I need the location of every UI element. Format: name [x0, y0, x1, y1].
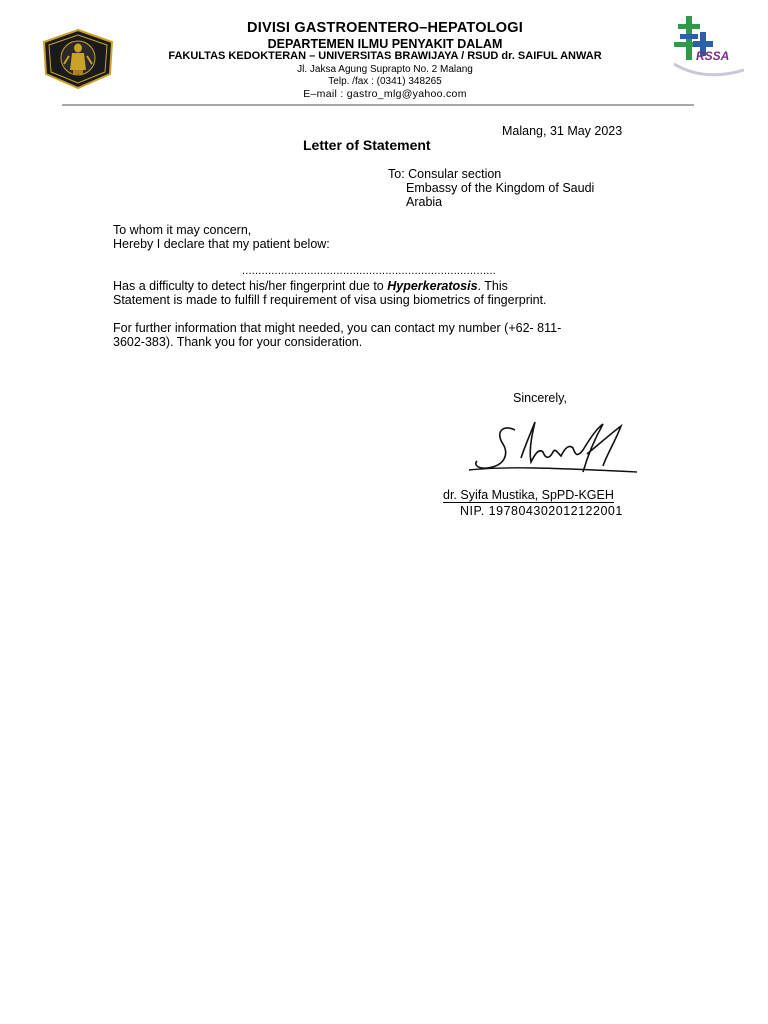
signature [465, 418, 650, 486]
body-paragraph-1-cont: Statement is made to fulfill f requirement of visa using biometrics of fingerprint. [113, 293, 547, 307]
rssa-logo-text: RSSA [696, 49, 730, 63]
email-line: E–mail : gastro_mlg@yahoo.com [303, 88, 467, 100]
body-paragraph-1 [113, 279, 508, 294]
recipient-line-3: Arabia [406, 195, 443, 209]
address-line: Jl. Jaksa Agung Suprapto No. 2 Malang [297, 64, 473, 75]
patient-name-blank: .............................................................................. [242, 265, 496, 277]
letter-date: Malang, 31 May 2023 [502, 124, 623, 138]
recipient-line-1: To: Consular section [388, 167, 502, 181]
closing: Sincerely, [513, 391, 567, 405]
body-paragraph-2-cont: 3602-383). Thank you for your consideration. [113, 335, 363, 349]
phone-line: Telp. /fax : (0341) 348265 [328, 76, 442, 87]
body-text-post: . This [477, 279, 508, 293]
department-heading: DEPARTEMEN ILMU PENYAKIT DALAM [267, 37, 503, 51]
salutation: To whom it may concern, [113, 223, 252, 237]
signer-name: dr. Syifa Mustika, SpPD-KGEH [443, 488, 614, 502]
recipient-line-2: Embassy of the Kingdom of Saudi [406, 181, 595, 195]
signer-nip: NIP. 197804302012122001 [460, 504, 623, 518]
faculty-heading: FAKULTAS KEDOKTERAN – UNIVERSITAS BRAWIJAYA / RSUD dr. SAIFUL ANWAR [168, 50, 602, 62]
header-divider [62, 104, 694, 106]
body-paragraph-2: For further information that might needed, you can contact my number (+62- 811- [113, 321, 562, 335]
division-heading: DIVISI GASTROENTERO–HEPATOLOGI [247, 20, 523, 36]
body-text-pre: Has a difficulty to detect his/her fingerprint due to [113, 279, 388, 293]
condition-name: Hyperkeratosis [387, 279, 478, 293]
letter-title: Letter of Statement [303, 137, 431, 153]
university-logo [40, 28, 116, 90]
rssa-logo [664, 14, 746, 84]
declaration-line: Hereby I declare that my patient below: [113, 237, 330, 251]
